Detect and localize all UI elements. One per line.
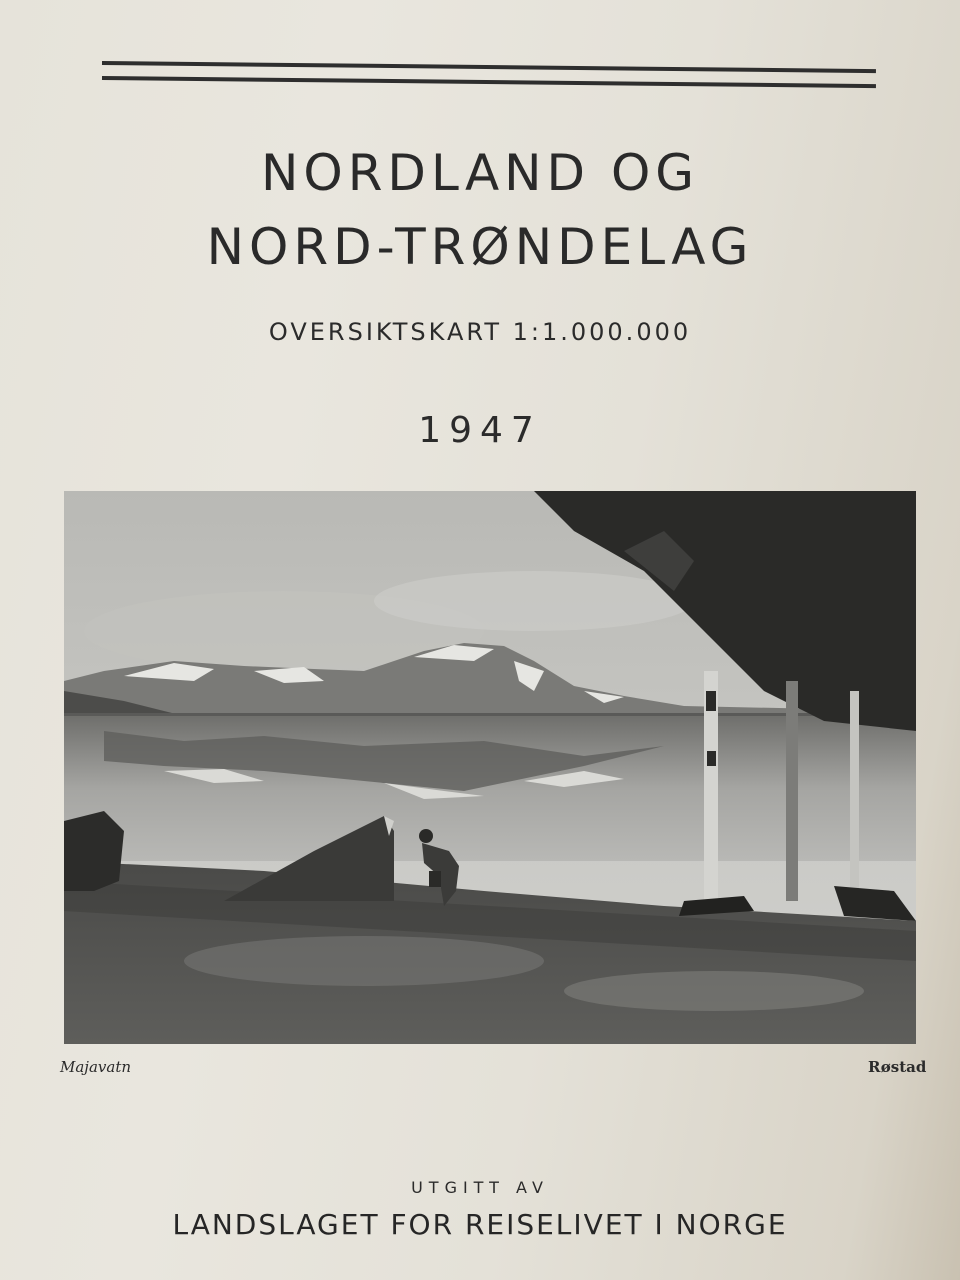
title-line-2: NORD-TRØNDELAG <box>206 218 754 276</box>
title-line-1: NORDLAND OG <box>260 144 700 202</box>
map-scale-subtitle: OVERSIKTSKART 1:1.000.000 <box>268 318 692 346</box>
publisher-name: LANDSLAGET FOR REISELIVET I NORGE <box>172 1208 788 1241</box>
cover-photo <box>64 491 916 1044</box>
publisher-label: UTGITT AV <box>411 1178 549 1197</box>
landscape-photo-illustration <box>64 491 916 1044</box>
publication-year: 1947 <box>418 410 542 451</box>
photo-caption-location: Majavatn <box>60 1058 132 1076</box>
decorative-rule-top <box>102 61 876 73</box>
photo-credit: Røstad <box>868 1058 927 1076</box>
decorative-rule-bottom <box>102 76 876 88</box>
